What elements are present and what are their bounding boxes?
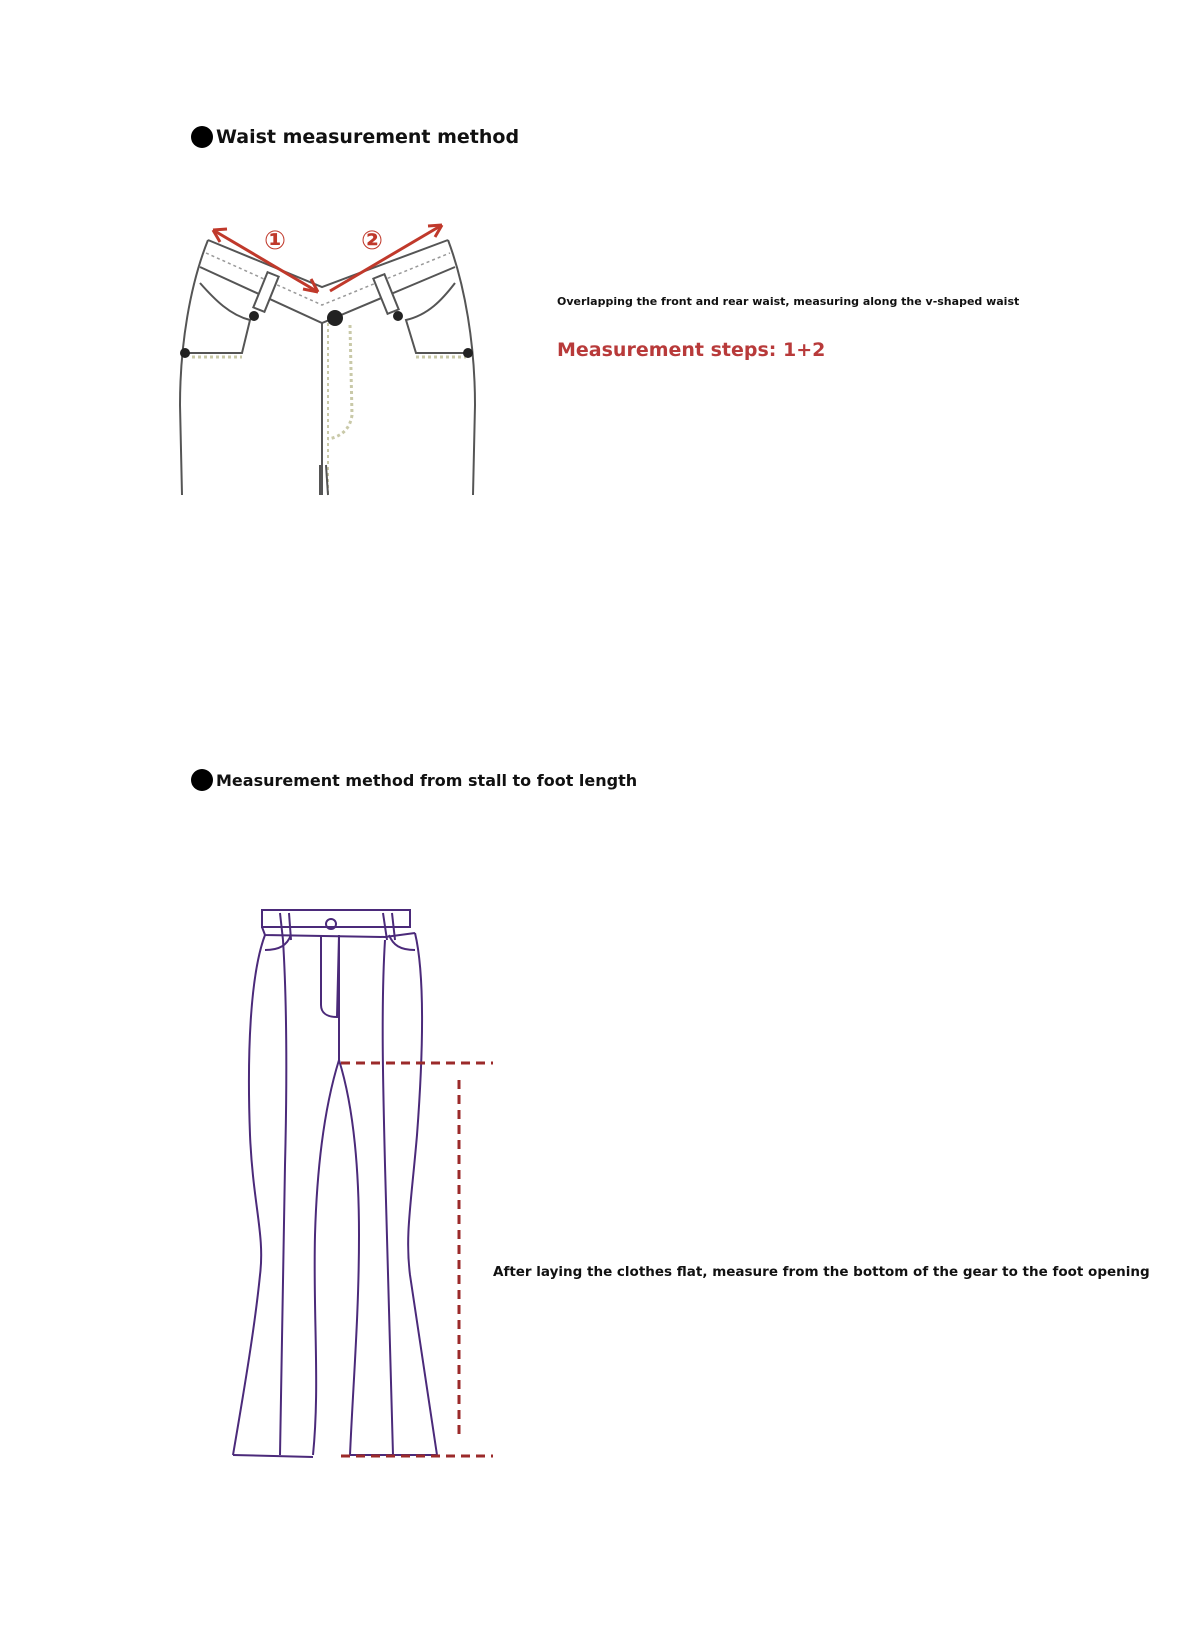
waist-note: Overlapping the front and rear waist, measuring along the v-shaped waist [557, 295, 1020, 308]
length-heading-text: Measurement method from stall to foot length [216, 770, 638, 790]
length-note: After laying the clothes flat, measure from the bottom of the gear to the foot opening [493, 1264, 1150, 1280]
length-heading [191, 769, 637, 791]
bullet-icon [191, 126, 213, 148]
waist-illustration [170, 205, 490, 505]
marker-1: ① [264, 226, 287, 256]
marker-2: ② [361, 226, 384, 256]
pants-illustration [225, 905, 525, 1475]
bullet-icon [191, 769, 213, 791]
waist-heading [191, 126, 519, 148]
measurement-steps: Measurement steps: 1+2 [557, 339, 826, 361]
waist-heading-text: Waist measurement method [216, 126, 520, 148]
